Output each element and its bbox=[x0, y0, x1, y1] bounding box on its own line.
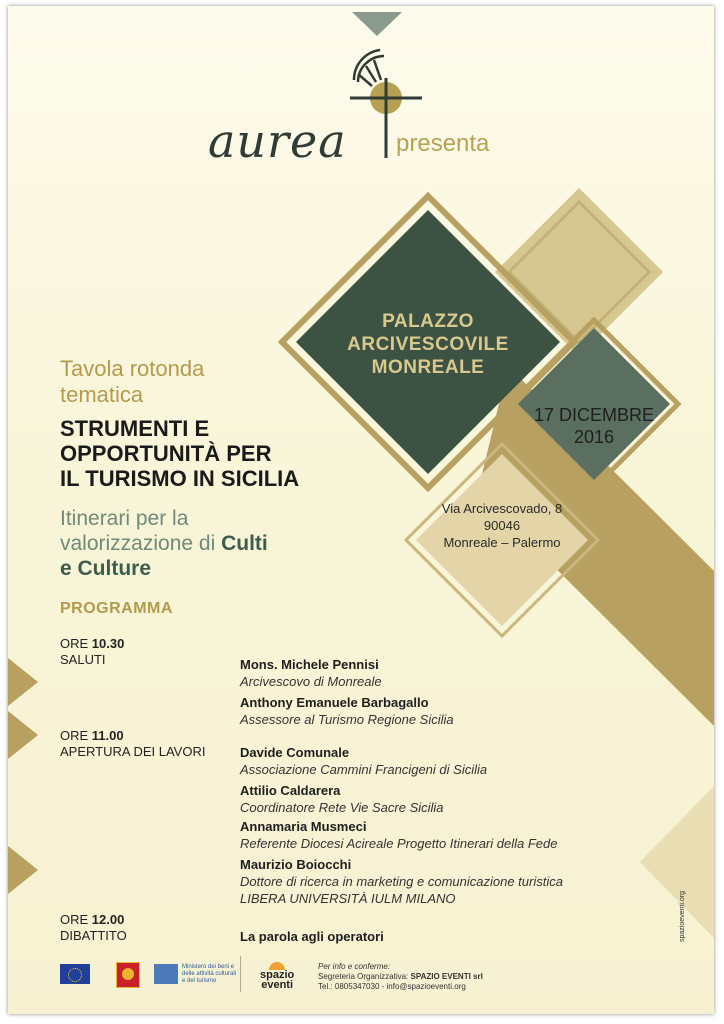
event-title: STRUMENTI E OPPORTUNITÀ PER IL TURISMO IN SICILIA bbox=[60, 416, 300, 491]
event-date: 17 DICEMBRE 2016 bbox=[533, 405, 655, 447]
ministry-icon bbox=[154, 964, 178, 984]
website-vertical: spazioeventi.org bbox=[679, 891, 686, 942]
presenta-label: presenta bbox=[396, 130, 490, 157]
event-type: Tavola rotonda tematica bbox=[60, 356, 205, 407]
venue-name: PALAZZO ARCIVESCOVILE MONREALE bbox=[347, 311, 509, 378]
speaker-6: Maurizio Boiocchi Dottore di ricerca in marketing e comunicazione turistica LIBERA UNIVERSITÀ IULM MILANO bbox=[240, 857, 563, 906]
top-triangle bbox=[352, 12, 402, 36]
event-subtitle: Itinerari per la valorizzazione di Culti e Culture bbox=[60, 507, 268, 580]
right-triangle bbox=[640, 786, 714, 938]
event-poster bbox=[8, 6, 714, 1014]
venue-address: Via Arcivescovado, 8 90046 Monreale – Palermo bbox=[441, 501, 563, 550]
left-triangle-3 bbox=[8, 846, 38, 894]
session-1: ORE 10.30 SALUTI bbox=[60, 636, 125, 667]
ministry-label: Ministero dei beni e delle attività culturali e del turismo bbox=[182, 964, 237, 984]
sicily-region-icon bbox=[116, 962, 140, 988]
speaker-1: Mons. Michele Pennisi Arcivescovo di Monreale bbox=[240, 657, 382, 689]
speaker-4: Attilio Caldarera Coordinatore Rete Vie Sacre Sicilia bbox=[240, 783, 444, 815]
session-2: ORE 11.00 APERTURA DEI LAVORI bbox=[60, 728, 206, 759]
contact-info: Per info e conferme: Segreteria Organizzativa: SPAZIO EVENTI srl Tel.: 0805347030 - info@spazioeventi.org bbox=[318, 962, 483, 991]
session-3: ORE 12.00 DIBATTITO bbox=[60, 912, 127, 943]
left-triangle-2 bbox=[8, 711, 38, 759]
footer-divider bbox=[240, 956, 241, 992]
program-heading: PROGRAMMA bbox=[60, 600, 173, 617]
speaker-5: Annamaria Musmeci Referente Diocesi Acireale Progetto Itinerari della Fede bbox=[240, 819, 558, 851]
eu-flag-icon bbox=[60, 964, 90, 984]
speaker-2: Anthony Emanuele Barbagallo Assessore al Turismo Regione Sicilia bbox=[240, 695, 454, 727]
spazio-eventi-logo: spazio eventi bbox=[260, 962, 294, 990]
logo-wordmark: aurea bbox=[208, 114, 347, 168]
left-triangle-1 bbox=[8, 658, 38, 706]
speaker-3: Davide Comunale Associazione Cammini Francigeni di Sicilia bbox=[240, 745, 488, 777]
closing-line: La parola agli operatori bbox=[240, 929, 384, 944]
